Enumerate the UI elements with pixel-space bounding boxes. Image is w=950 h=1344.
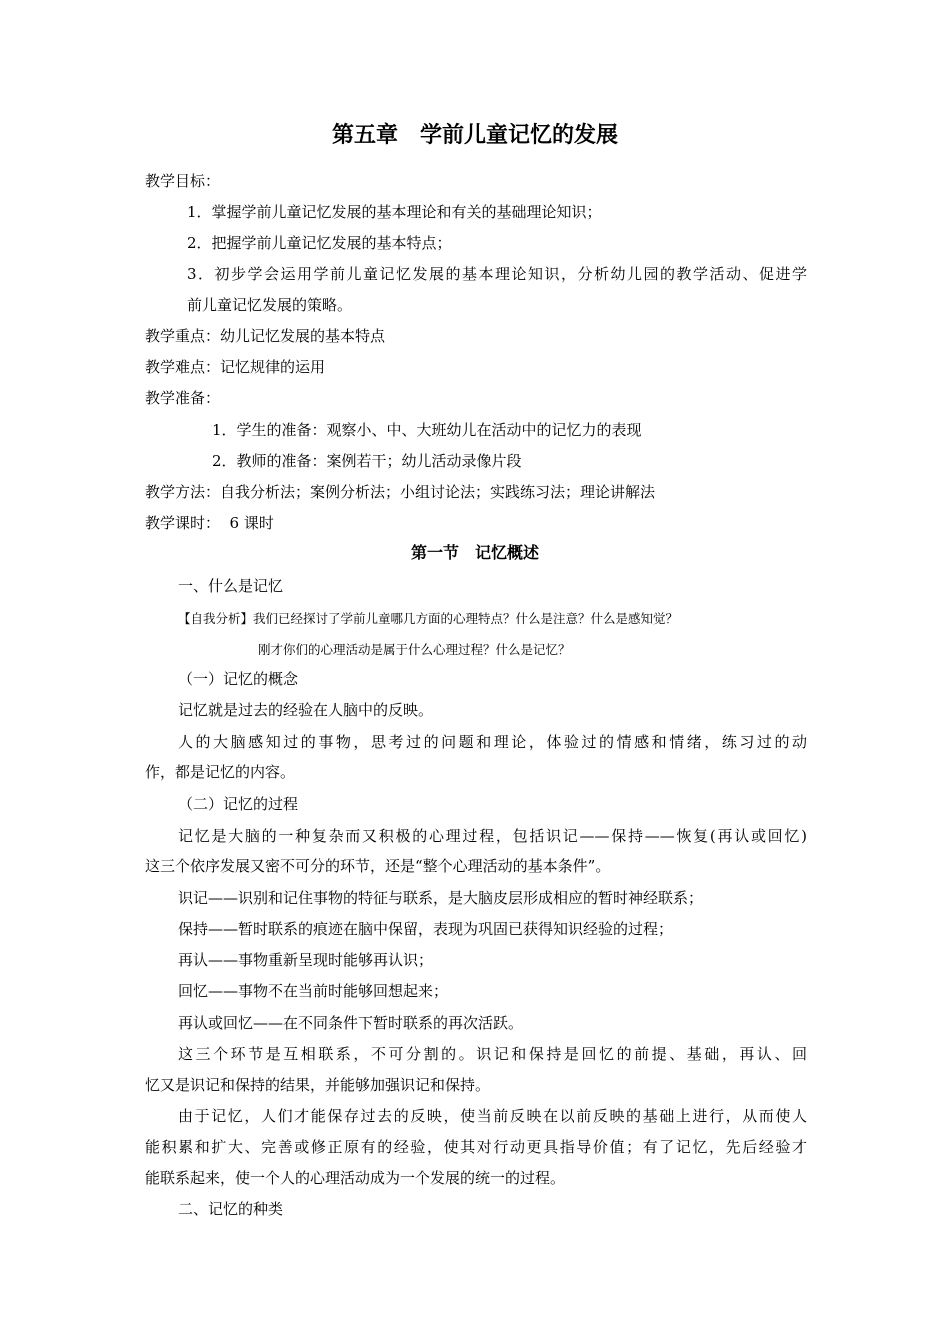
definition-recall: 回忆——事物不在当前时能够回想起来； [178, 982, 449, 1000]
self-analysis-line: 刚才你们的心理活动是属于什么心理过程？什么是记忆？ [258, 642, 571, 657]
preparation-item: 2．教师的准备：案例若干；幼儿活动录像片段 [212, 452, 522, 470]
heading-what-is-memory: 一、什么是记忆 [178, 577, 284, 595]
objective-item: 2．把握学前儿童记忆发展的基本特点； [187, 234, 452, 252]
objectives-label: 教学目标： [145, 172, 221, 190]
objective-item-continued: 前儿童记忆发展的策略。 [187, 296, 353, 314]
subheading-concept: （一）记忆的概念 [178, 670, 299, 688]
paragraph-process-continued: 这三个依序发展又密不可分的环节，还是“整个心理活动的基本条件”。 [145, 857, 611, 875]
preparation-item: 1．学生的准备：观察小、中、大班幼儿在活动中的记忆力的表现 [212, 421, 642, 439]
paragraph-content: 人的大脑感知过的事物，思考过的问题和理论，体验过的情感和情绪，练习过的动 [178, 733, 807, 751]
definition-retention: 保持——暂时联系的痕迹在脑中保留，表现为巩固已获得知识经验的过程； [178, 920, 674, 938]
paragraph-role-continued: 能联系起来，使一个人的心理活动成为一个发展的统一的过程。 [145, 1169, 566, 1187]
paragraph-links: 这三个环节是互相联系，不可分割的。识记和保持是回忆的前提、基础，再认、回 [178, 1045, 807, 1063]
definition-encoding: 识记——识别和记住事物的特征与联系，是大脑皮层形成相应的暂时神经联系； [178, 889, 704, 907]
subheading-process: （二）记忆的过程 [178, 795, 299, 813]
paragraph-role-continued: 能积累和扩大、完善或修正原有的经验，使其对行动更具指导价值；有了记忆，先后经验才 [145, 1138, 807, 1156]
self-analysis-line: 【自我分析】我们已经探讨了学前儿童哪几方面的心理特点？什么是注意？什么是感知觉？ [178, 611, 679, 626]
objective-item: 1．掌握学前儿童记忆发展的基本理论和有关的基础理论知识； [187, 203, 602, 221]
section-title: 第一节 记忆概述 [410, 543, 539, 562]
paragraph-content-continued: 作，都是记忆的内容。 [145, 763, 296, 781]
paragraph-links-continued: 忆又是识记和保持的结果，并能够加强识记和保持。 [145, 1076, 491, 1094]
heading-memory-types: 二、记忆的种类 [178, 1200, 284, 1218]
difficulty: 教学难点：记忆规律的运用 [145, 358, 326, 376]
teaching-hours: 教学课时： 6 课时 [145, 514, 274, 532]
teaching-methods: 教学方法：自我分析法；案例分析法；小组讨论法；实践练习法；理论讲解法 [145, 483, 656, 501]
definition-recognition: 再认——事物重新呈现时能够再认识； [178, 951, 434, 969]
preparation-label: 教学准备： [145, 389, 221, 407]
objective-item: 3．初步学会运用学前儿童记忆发展的基本理论知识，分析幼儿园的教学活动、促进学 [187, 265, 807, 283]
chapter-title: 第五章 学前儿童记忆的发展 [331, 123, 618, 148]
paragraph-process: 记忆是大脑的一种复杂而又积极的心理过程，包括识记——保持——恢复(再认或回忆) [178, 827, 807, 845]
key-point: 教学重点：幼儿记忆发展的基本特点 [145, 327, 386, 345]
definition-recognition-or-recall: 再认或回忆——在不同条件下暂时联系的再次活跃。 [178, 1014, 524, 1032]
paragraph-role: 由于记忆，人们才能保存过去的反映，使当前反映在以前反映的基础上进行，从而使人 [178, 1107, 807, 1125]
paragraph-definition: 记忆就是过去的经验在人脑中的反映。 [178, 701, 434, 719]
